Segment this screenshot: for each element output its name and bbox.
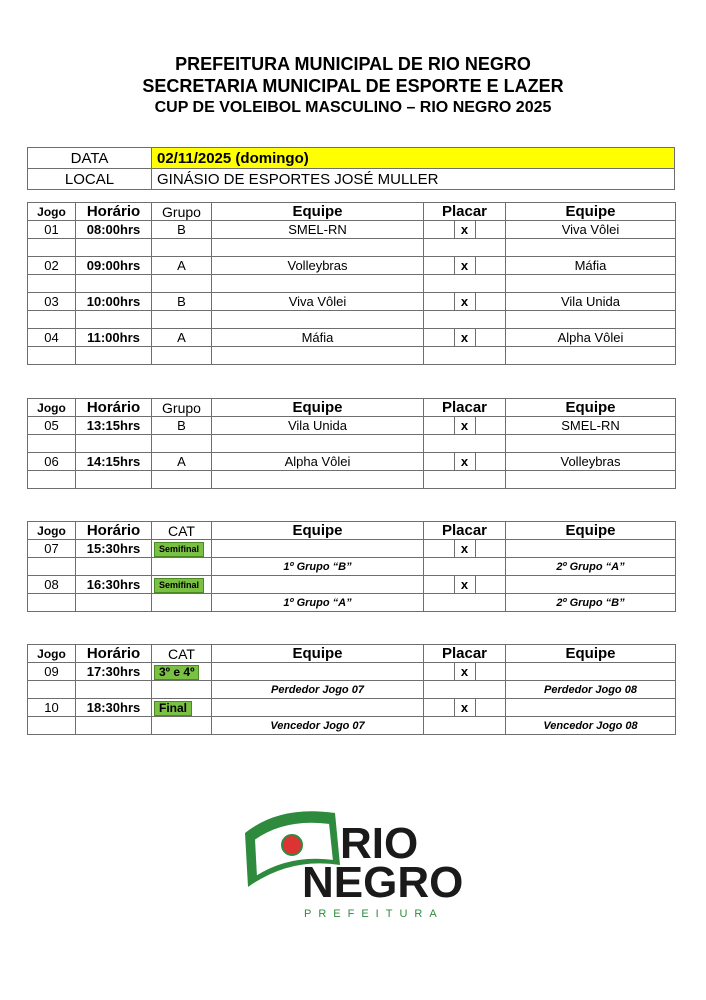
empty-cell: [424, 311, 506, 329]
match-group: B: [152, 293, 212, 311]
category-cell: [152, 576, 212, 594]
logo-text-prefeitura: PREFEITURA: [304, 908, 444, 920]
header-line-2: SECRETARIA MUNICIPAL DE ESPORTE E LAZER: [142, 76, 564, 96]
placar-empty: [424, 594, 506, 612]
match-time: 11:00hrs: [76, 329, 152, 347]
col-equipe-away: Equipe: [506, 645, 676, 663]
match-row: [28, 540, 676, 558]
empty-cell: [212, 239, 424, 257]
score-home: [424, 699, 454, 716]
schedule-table-4: [27, 644, 676, 735]
empty-cell: [28, 558, 76, 576]
empty-cell: [152, 311, 212, 329]
placar-cell: [424, 576, 506, 594]
empty-cell: [152, 717, 212, 735]
empty-cell: [152, 471, 212, 489]
col-placar: Placar: [424, 522, 506, 540]
team-home: SMEL-RN: [212, 221, 424, 239]
category-badge: Semifinal: [154, 578, 204, 593]
team-row: [28, 594, 676, 612]
score-away: [476, 257, 506, 274]
match-row: [28, 257, 676, 275]
col-equipe-home: Equipe: [212, 522, 424, 540]
empty-cell: [152, 347, 212, 365]
empty-cell: [76, 275, 152, 293]
local-label: LOCAL: [28, 169, 152, 190]
header-row: [28, 203, 676, 221]
team-home: Viva Vôlei: [212, 293, 424, 311]
col-grupo: Grupo: [152, 203, 212, 221]
category-cell: [152, 663, 212, 681]
empty-cell: [152, 558, 212, 576]
spacer-row: [28, 471, 676, 489]
team-home-empty: [212, 576, 424, 594]
empty-cell: [506, 239, 676, 257]
placar-cell: [424, 699, 506, 717]
col-cat: CAT: [152, 522, 212, 540]
jogo-number: 10: [28, 699, 76, 717]
team-away: 2º Grupo “B”: [506, 594, 676, 612]
col-jogo: Jogo: [28, 645, 76, 663]
empty-cell: [28, 347, 76, 365]
schedule-table-3: [27, 521, 676, 612]
col-equipe-away: Equipe: [506, 203, 676, 221]
empty-cell: [28, 717, 76, 735]
score-away: [476, 329, 506, 346]
match-group: A: [152, 329, 212, 347]
match-row: [28, 417, 676, 435]
col-horario: Horário: [76, 645, 152, 663]
placar-cell: [424, 540, 506, 558]
team-away: SMEL-RN: [506, 417, 676, 435]
team-away-empty: [506, 699, 676, 717]
team-away-empty: [506, 576, 676, 594]
data-value: 02/11/2025 (domingo): [152, 148, 675, 169]
score-away: [476, 540, 506, 557]
jogo-number: 02: [28, 257, 76, 275]
placar-cell: [424, 329, 506, 347]
team-away: Vencedor Jogo 08: [506, 717, 676, 735]
match-row: [28, 576, 676, 594]
empty-cell: [424, 347, 506, 365]
team-home: 1º Grupo “B”: [212, 558, 424, 576]
score-home: [424, 453, 454, 470]
col-placar: Placar: [424, 645, 506, 663]
header-row: [28, 645, 676, 663]
empty-cell: [152, 239, 212, 257]
empty-cell: [506, 347, 676, 365]
empty-cell: [212, 275, 424, 293]
match-group: A: [152, 257, 212, 275]
empty-cell: [424, 471, 506, 489]
vs-mark: x: [454, 329, 476, 346]
category-badge: Final: [154, 701, 192, 716]
placar-cell: [424, 417, 506, 435]
match-time: 14:15hrs: [76, 453, 152, 471]
team-away-empty: [506, 663, 676, 681]
match-row: [28, 293, 676, 311]
header-row: [28, 399, 676, 417]
team-away: Alpha Vôlei: [506, 329, 676, 347]
team-row: [28, 558, 676, 576]
spacer-row: [28, 239, 676, 257]
score-home: [424, 293, 454, 310]
match-row: [28, 699, 676, 717]
match-group: B: [152, 221, 212, 239]
local-value: GINÁSIO DE ESPORTES JOSÉ MULLER: [152, 169, 675, 190]
placar-cell: [424, 663, 506, 681]
category-cell: [152, 540, 212, 558]
empty-cell: [76, 681, 152, 699]
team-home: Alpha Vôlei: [212, 453, 424, 471]
match-time: 08:00hrs: [76, 221, 152, 239]
match-group: B: [152, 417, 212, 435]
empty-cell: [424, 275, 506, 293]
team-home: Perdedor Jogo 07: [212, 681, 424, 699]
empty-cell: [152, 681, 212, 699]
spacer-row: [28, 275, 676, 293]
vs-mark: x: [454, 257, 476, 274]
empty-cell: [152, 275, 212, 293]
vs-mark: x: [454, 453, 476, 470]
empty-cell: [424, 239, 506, 257]
match-time: 15:30hrs: [76, 540, 152, 558]
spacer-row: [28, 347, 676, 365]
score-away: [476, 576, 506, 593]
team-row: [28, 681, 676, 699]
placar-cell: [424, 293, 506, 311]
match-time: 10:00hrs: [76, 293, 152, 311]
team-home-empty: [212, 540, 424, 558]
col-equipe-home: Equipe: [212, 645, 424, 663]
empty-cell: [76, 471, 152, 489]
score-away: [476, 417, 506, 434]
empty-cell: [28, 681, 76, 699]
category-cell: [152, 699, 212, 717]
score-home: [424, 663, 454, 680]
header-row: [28, 522, 676, 540]
team-away: Volleybras: [506, 453, 676, 471]
col-equipe-away: Equipe: [506, 399, 676, 417]
score-home: [424, 540, 454, 557]
info-table: [27, 147, 675, 190]
jogo-number: 05: [28, 417, 76, 435]
empty-cell: [76, 311, 152, 329]
schedule-table-2: [27, 398, 676, 489]
team-home: Vencedor Jogo 07: [212, 717, 424, 735]
schedule-table-1: [27, 202, 676, 365]
vs-mark: x: [454, 576, 476, 593]
col-cat: CAT: [152, 645, 212, 663]
rio-negro-logo: [240, 795, 470, 925]
empty-cell: [76, 717, 152, 735]
score-home: [424, 576, 454, 593]
empty-cell: [212, 471, 424, 489]
team-home: Máfia: [212, 329, 424, 347]
col-equipe-home: Equipe: [212, 399, 424, 417]
team-home-empty: [212, 699, 424, 717]
spacer-row: [28, 435, 676, 453]
placar-empty: [424, 558, 506, 576]
team-home: Vila Unida: [212, 417, 424, 435]
jogo-number: 03: [28, 293, 76, 311]
empty-cell: [424, 435, 506, 453]
placar-empty: [424, 717, 506, 735]
team-away: Vila Unida: [506, 293, 676, 311]
empty-cell: [28, 239, 76, 257]
col-horario: Horário: [76, 399, 152, 417]
placar-cell: [424, 221, 506, 239]
match-time: 16:30hrs: [76, 576, 152, 594]
jogo-number: 07: [28, 540, 76, 558]
score-away: [476, 293, 506, 310]
team-row: [28, 717, 676, 735]
col-jogo: Jogo: [28, 399, 76, 417]
logo-text-rio: RIO: [340, 819, 419, 868]
col-horario: Horário: [76, 522, 152, 540]
score-away: [476, 663, 506, 680]
col-jogo: Jogo: [28, 203, 76, 221]
col-equipe-home: Equipe: [212, 203, 424, 221]
placar-empty: [424, 681, 506, 699]
empty-cell: [76, 558, 152, 576]
empty-cell: [28, 311, 76, 329]
match-time: 17:30hrs: [76, 663, 152, 681]
match-row: [28, 329, 676, 347]
jogo-number: 04: [28, 329, 76, 347]
team-away: Perdedor Jogo 08: [506, 681, 676, 699]
spacer-row: [28, 311, 676, 329]
empty-cell: [506, 275, 676, 293]
score-away: [476, 453, 506, 470]
match-time: 09:00hrs: [76, 257, 152, 275]
empty-cell: [152, 594, 212, 612]
team-home: 1º Grupo “A”: [212, 594, 424, 612]
jogo-number: 08: [28, 576, 76, 594]
score-away: [476, 699, 506, 716]
col-grupo: Grupo: [152, 399, 212, 417]
empty-cell: [506, 435, 676, 453]
empty-cell: [152, 435, 212, 453]
empty-cell: [76, 347, 152, 365]
team-home-empty: [212, 663, 424, 681]
empty-cell: [212, 347, 424, 365]
col-equipe-away: Equipe: [506, 522, 676, 540]
empty-cell: [76, 239, 152, 257]
empty-cell: [76, 594, 152, 612]
empty-cell: [28, 471, 76, 489]
document-header: [0, 53, 706, 119]
empty-cell: [212, 435, 424, 453]
vs-mark: x: [454, 293, 476, 310]
jogo-number: 06: [28, 453, 76, 471]
match-row: [28, 453, 676, 471]
empty-cell: [506, 311, 676, 329]
score-away: [476, 221, 506, 238]
team-away-empty: [506, 540, 676, 558]
col-placar: Placar: [424, 203, 506, 221]
vs-mark: x: [454, 221, 476, 238]
score-home: [424, 221, 454, 238]
empty-cell: [76, 435, 152, 453]
score-home: [424, 417, 454, 434]
header-line-3: CUP DE VOLEIBOL MASCULINO – RIO NEGRO 2025: [154, 99, 552, 116]
category-badge: Semifinal: [154, 542, 204, 557]
match-time: 18:30hrs: [76, 699, 152, 717]
jogo-number: 01: [28, 221, 76, 239]
category-badge: 3º e 4º: [154, 665, 199, 680]
empty-cell: [506, 471, 676, 489]
vs-mark: x: [454, 540, 476, 557]
team-home: Volleybras: [212, 257, 424, 275]
col-horario: Horário: [76, 203, 152, 221]
col-placar: Placar: [424, 399, 506, 417]
data-label: DATA: [28, 148, 152, 169]
empty-cell: [28, 594, 76, 612]
match-time: 13:15hrs: [76, 417, 152, 435]
empty-cell: [28, 435, 76, 453]
jogo-number: 09: [28, 663, 76, 681]
match-row: [28, 221, 676, 239]
empty-cell: [28, 275, 76, 293]
empty-cell: [212, 311, 424, 329]
score-home: [424, 329, 454, 346]
vs-mark: x: [454, 699, 476, 716]
placar-cell: [424, 453, 506, 471]
logo-text-negro: NEGRO: [302, 858, 464, 907]
team-away: Máfia: [506, 257, 676, 275]
header-line-1: PREFEITURA MUNICIPAL DE RIO NEGRO: [175, 54, 531, 74]
placar-cell: [424, 257, 506, 275]
team-away: 2º Grupo “A”: [506, 558, 676, 576]
team-away: Viva Vôlei: [506, 221, 676, 239]
vs-mark: x: [454, 663, 476, 680]
score-home: [424, 257, 454, 274]
col-jogo: Jogo: [28, 522, 76, 540]
vs-mark: x: [454, 417, 476, 434]
match-row: [28, 663, 676, 681]
match-group: A: [152, 453, 212, 471]
